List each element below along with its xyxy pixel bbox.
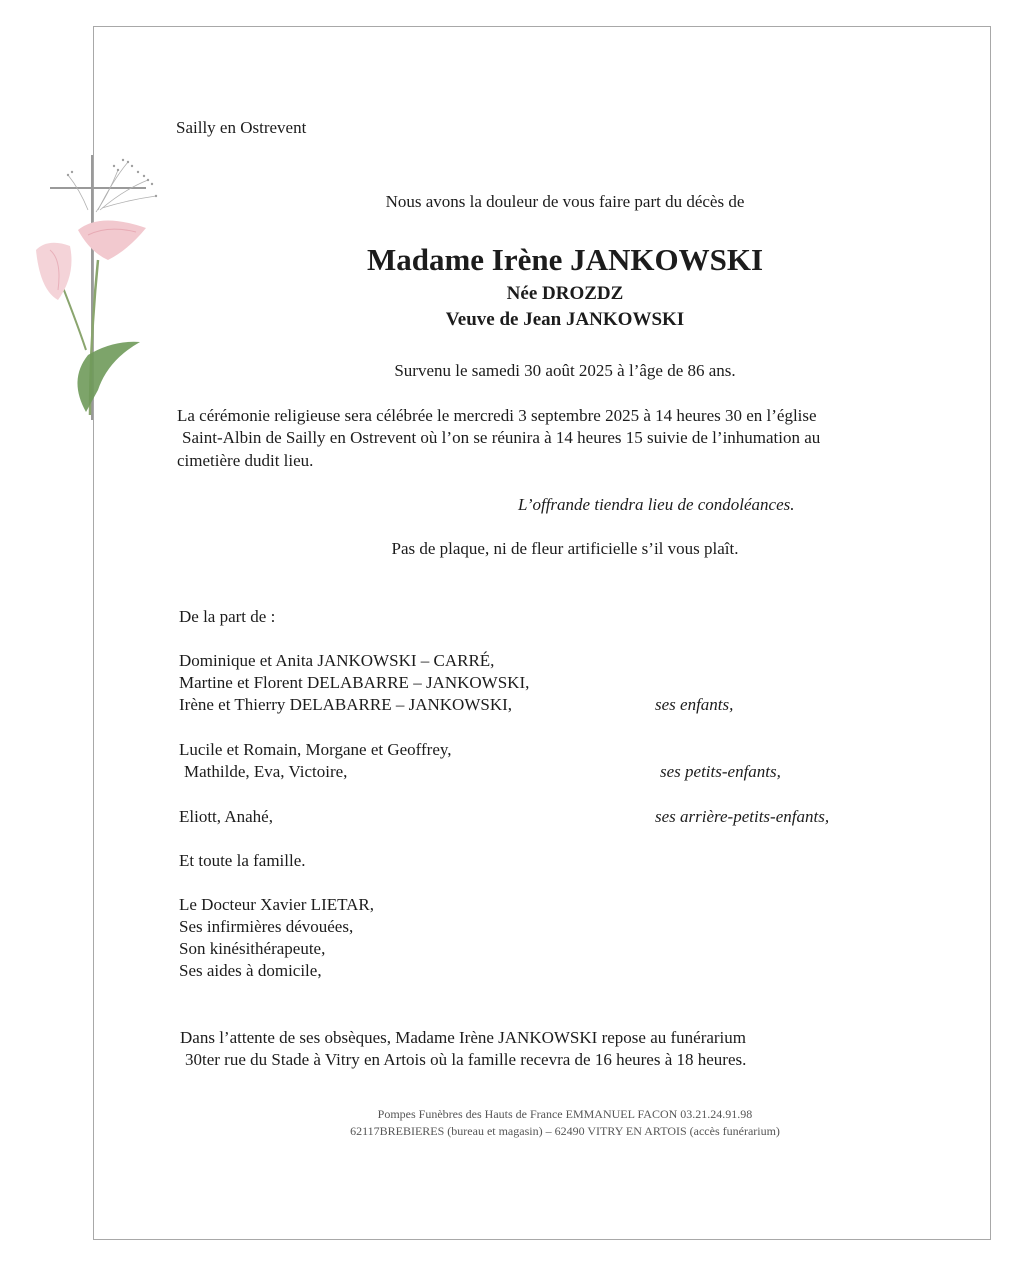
intro-text: Nous avons la douleur de vous faire part du décès de [385, 192, 745, 211]
children-line: Dominique et Anita JANKOWSKI – CARRÉ, [179, 651, 495, 670]
children-line: Martine et Florent DELABARRE – JANKOWSKI, [179, 673, 530, 692]
footer-line: Pompes Funèbres des Hauts de France EMMANUEL FACON 03.21.24.91.98 [377, 1107, 753, 1121]
deceased-name: Madame Irène JANKOWSKI [366, 242, 764, 277]
death-date: Survenu le samedi 30 août 2025 à l’âge de 86 ans. [394, 361, 736, 380]
calla-lily-cross-icon [28, 150, 168, 440]
rest-line: Dans l’attente de ses obsèques, Madame Irène JANKOWSKI repose au funérarium [180, 1028, 747, 1047]
maiden-name: Née DROZDZ [506, 283, 624, 304]
no-flowers-note: Pas de plaque, ni de fleur artificielle s’il vous plaît. [391, 539, 739, 558]
from-label: De la part de : [179, 607, 276, 626]
ceremony-line: La cérémonie religieuse sera célébrée le mercredi 3 septembre 2025 à 14 heures 30 en l’église [177, 406, 817, 425]
great-grandchildren-line: Eliott, Anahé, [179, 807, 273, 826]
rest-line: 30ter rue du Stade à Vitry en Artois où la famille recevra de 16 heures à 18 heures. [185, 1050, 747, 1069]
widow-of: Veuve de Jean JANKOWSKI [445, 309, 685, 330]
ceremony-line: Saint-Albin de Sailly en Ostrevent où l’on se réunira à 14 heures 15 suivie de l’inhumation au [182, 428, 821, 447]
children-label: ses enfants, [655, 695, 734, 714]
grandchildren-line: Lucile et Romain, Morgane et Geoffrey, [179, 740, 452, 759]
care-line: Ses aides à domicile, [179, 961, 322, 980]
grandchildren-label: ses petits-enfants, [660, 762, 781, 781]
care-line: Ses infirmières dévouées, [179, 917, 354, 936]
care-line: Le Docteur Xavier LIETAR, [179, 895, 375, 914]
children-line: Irène et Thierry DELABARRE – JANKOWSKI, [179, 695, 513, 714]
footer-line: 62117BREBIERES (bureau et magasin) – 62490 VITRY EN ARTOIS (accès funérarium) [350, 1124, 780, 1138]
family-line: Et toute la famille. [179, 851, 306, 870]
offering-note: L’offrande tiendra lieu de condoléances. [518, 495, 795, 514]
location: Sailly en Ostrevent [176, 118, 307, 137]
ceremony-line: cimetière dudit lieu. [177, 451, 314, 470]
great-grandchildren-label: ses arrière-petits-enfants, [655, 807, 830, 826]
care-line: Son kinésithérapeute, [179, 939, 326, 958]
grandchildren-line: Mathilde, Eva, Victoire, [184, 762, 348, 781]
